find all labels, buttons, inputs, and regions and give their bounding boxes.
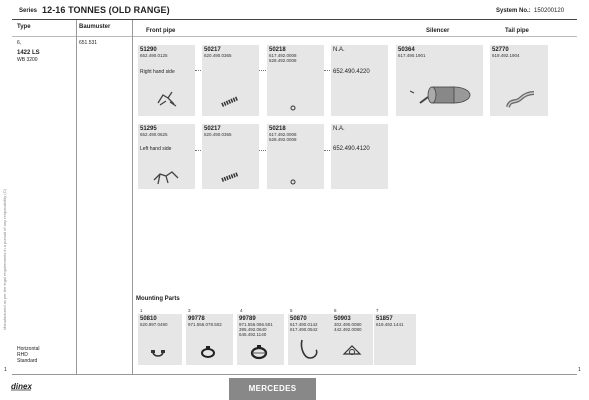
page-title: 12-16 TONNES (OLD RANGE) — [42, 5, 170, 15]
part-card-silencer[interactable] — [396, 45, 483, 116]
part-number: 617.490.0542 — [290, 327, 318, 332]
clamp-ring-icon — [250, 344, 268, 360]
gasket-icon — [342, 344, 362, 358]
flex-pipe-icon — [220, 95, 242, 109]
system-no: 150200120 — [534, 8, 565, 14]
orientation-horizontal: Horizontal — [17, 346, 40, 352]
part-code: 50217 — [204, 126, 221, 132]
part-code: N.A. — [333, 47, 345, 53]
tail-pipe-header: Tail pipe — [505, 28, 529, 34]
part-number: 645.492.1140 — [239, 332, 267, 337]
part-number: 628.492.0008 — [269, 137, 297, 142]
part-code: 99789 — [239, 316, 256, 322]
part-number: 652.490.0625 — [140, 132, 168, 137]
side-label: Right hand side — [140, 69, 175, 75]
mount-pos: 1 — [140, 308, 143, 313]
pipe-bracket-icon — [152, 168, 180, 186]
part-card-tail-pipe[interactable] — [490, 45, 548, 116]
clamp-icon — [289, 179, 297, 185]
clamp-icon — [289, 105, 297, 111]
part-number: 302.490.0080 — [334, 322, 362, 327]
part-card-na-lh[interactable] — [331, 124, 388, 189]
header-subrule — [12, 36, 577, 37]
mount-card-6[interactable] — [332, 314, 373, 365]
reference-number: 652.490.4220 — [333, 69, 370, 75]
page-marker-right: 1 — [578, 367, 581, 373]
mount-card-1[interactable] — [138, 314, 182, 365]
part-code: 51857 — [376, 316, 393, 322]
side-label: Left hand side — [140, 146, 172, 152]
part-code: 50903 — [334, 316, 351, 322]
mount-card-4[interactable] — [237, 314, 284, 365]
part-card-clamp-rh[interactable] — [267, 45, 324, 116]
part-number: 619.492.1904 — [492, 53, 520, 58]
part-code: N.A. — [333, 126, 345, 132]
series-label: Series — [19, 8, 38, 14]
col-divider-1 — [76, 20, 77, 375]
system-no-label: System No.: — [496, 8, 531, 14]
part-card-na-rh[interactable] — [331, 45, 388, 116]
orientation-rhd: RHD — [17, 352, 28, 358]
footer-rule — [12, 374, 577, 375]
tail-pipe-icon — [504, 89, 538, 111]
hanger-icon — [298, 338, 320, 362]
baumuster-label: Baumuster — [79, 24, 111, 30]
header-rule — [12, 19, 577, 20]
part-number: 620.490.0365 — [204, 53, 232, 58]
col-divider-2 — [132, 20, 133, 375]
part-number: 652.490.0125 — [140, 53, 168, 58]
part-number: 395.492.0640 — [239, 327, 267, 332]
mount-card-3[interactable] — [186, 314, 233, 365]
part-code: 50217 — [204, 47, 221, 53]
part-number: 971.556.066.501 — [239, 322, 273, 327]
part-code: 50364 — [398, 47, 415, 53]
part-code: 50870 — [290, 316, 307, 322]
side-legal-text: Manufactured as per the legal requirements in a pursuit of any responsibility (C) — [2, 189, 7, 330]
part-code: 51295 — [140, 126, 157, 132]
orientation-standard: Standard — [17, 358, 38, 364]
mount-pos: 5 — [290, 308, 293, 313]
part-code: 51290 — [140, 47, 157, 53]
part-number: 628.492.0008 — [269, 58, 297, 63]
part-card-clamp-lh[interactable] — [267, 124, 324, 189]
part-number: 617.490.1901 — [398, 53, 426, 58]
part-code: 50218 — [269, 126, 286, 132]
part-number: 620.997.0490 — [140, 322, 168, 327]
mounting-parts-title: Mounting Parts — [136, 296, 180, 302]
page-marker-left: 1 — [4, 367, 7, 373]
part-code: 50218 — [269, 47, 286, 53]
mount-pos: 3 — [188, 308, 191, 313]
reference-number: 652.490.4120 — [333, 146, 370, 152]
front-pipe-header: Front pipe — [146, 28, 176, 34]
mount-pos: 4 — [240, 308, 243, 313]
mount-card-7[interactable] — [374, 314, 416, 365]
part-card-front-pipe-rh[interactable] — [138, 45, 195, 116]
part-card-front-pipe-lh[interactable] — [138, 124, 195, 189]
silencer-icon — [410, 83, 474, 113]
part-code: 99778 — [188, 316, 205, 322]
logo-text: dinex — [11, 382, 32, 391]
dinex-logo-icon — [11, 379, 33, 391]
part-code: 52770 — [492, 47, 509, 53]
flex-pipe-icon — [220, 170, 242, 184]
clamp-ring-icon — [150, 346, 166, 358]
type-prefix: 6, — [17, 40, 22, 46]
mount-card-5[interactable] — [288, 314, 332, 365]
type-wb: WB 3200 — [17, 57, 38, 63]
type-model: 1422 LS — [17, 50, 40, 56]
silencer-header: Silencer — [426, 28, 450, 34]
clamp-ring-icon — [200, 345, 216, 359]
part-card-flex-pipe-rh[interactable] — [202, 45, 259, 116]
mount-pos: 6 — [334, 308, 337, 313]
brand-name: MERCEDES — [248, 384, 297, 393]
part-number: 619.492.1441 — [376, 322, 404, 327]
part-code: 50810 — [140, 316, 157, 322]
type-label: Type — [17, 24, 31, 30]
part-card-flex-pipe-lh[interactable] — [202, 124, 259, 189]
part-number: 442.492.0080 — [334, 327, 362, 332]
mount-pos: 7 — [376, 308, 379, 313]
pipe-bracket-icon — [156, 89, 178, 109]
part-number: 617.490.0142 — [290, 322, 318, 327]
part-number: 617.492.0008 — [269, 132, 297, 137]
baumuster-value: 651.531 — [79, 40, 98, 46]
part-number: 971.556.078.502 — [188, 322, 222, 327]
part-number: 620.490.0365 — [204, 132, 232, 137]
part-number: 617.492.0008 — [269, 53, 297, 58]
